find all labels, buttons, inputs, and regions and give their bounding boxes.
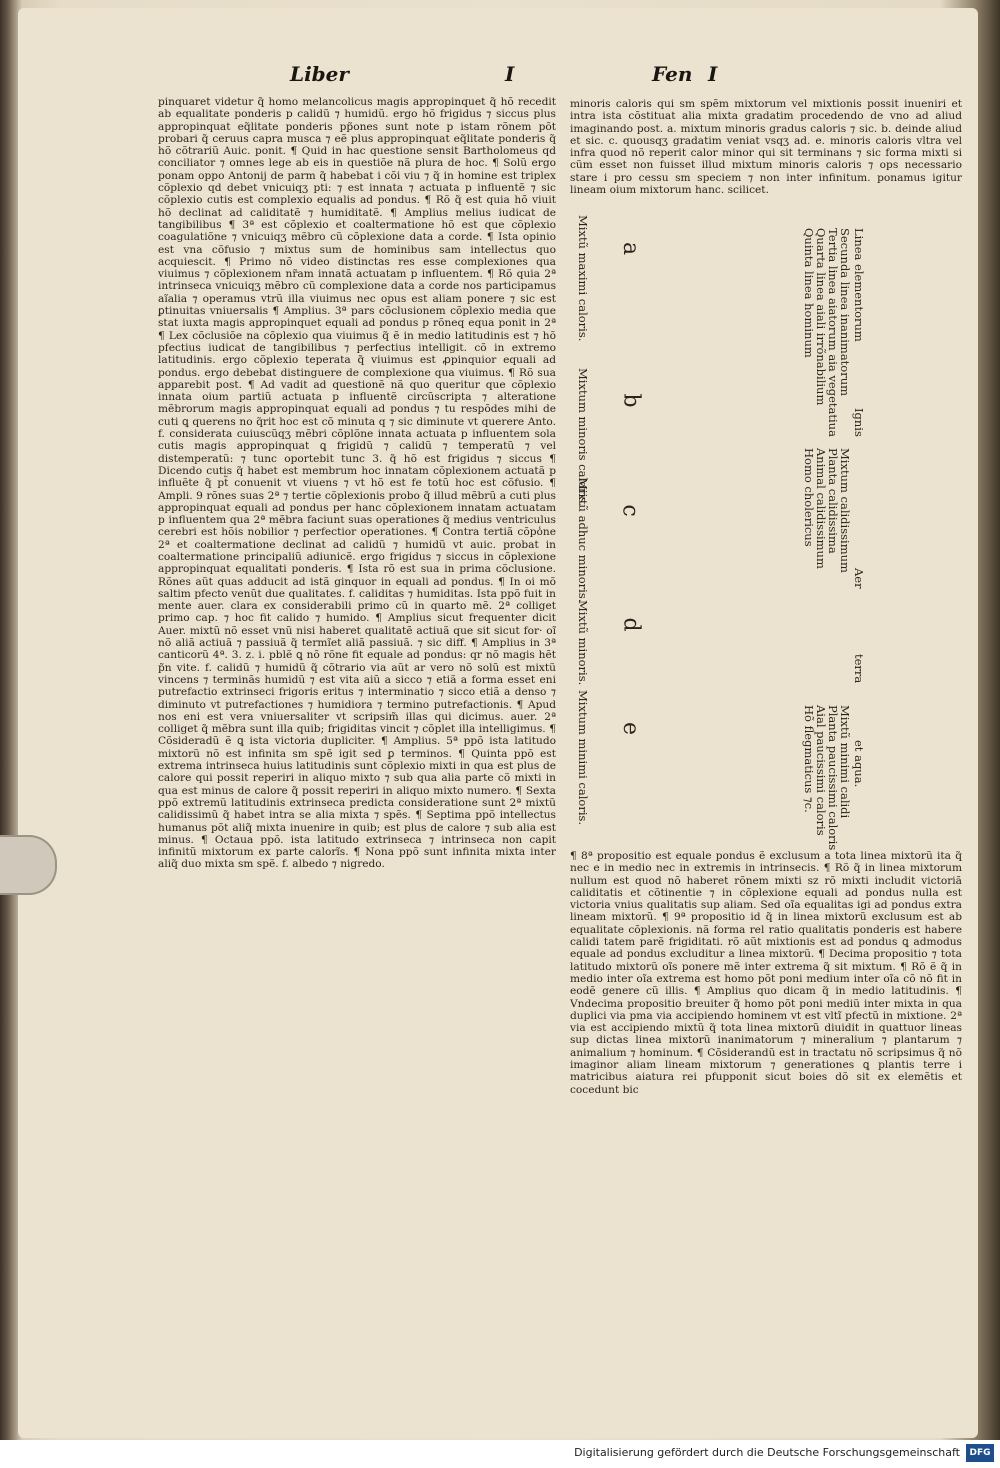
diagram-letter-d: d [618,617,644,632]
diagram-letter-b: b [618,393,644,408]
diagram-letter-a: a [618,241,644,256]
dfg-logo-icon: DFG [966,1444,994,1462]
diagram-line-human: Quinta linea hominum [802,228,816,358]
diagram-line-vegetative: Tertia linea aiatorum aia vegetatiua [826,228,840,437]
diagram-line-elements: Linea elementorum [852,228,866,342]
diagram-element-fire: Ignis [852,408,866,437]
diagram-letter-e: e [618,721,644,736]
diagram-element-water: et aqua. [852,740,866,788]
diagram-cold-3: Aial paucissimi caloris [814,705,828,836]
diagram-cold-2: Planta paucissimi caloris [826,705,840,851]
running-head-right-num: I [708,62,718,86]
diagram-cold-4: Hõ flegmaticus ⁊c. [802,705,816,813]
diagram-label-d: Mixtũ minoris. [576,600,590,686]
right-text-top: minoris caloris qui sm spẽm mixtorum vel mixtionis possit inueniri et intra ista cõstituat alia mixta gradatim procedendo de vno ad aliud imaginando post. a. mixtum minoris gradus caloris ⁊ sic. b. deinde aliud et sic. c. quousqʒ gradatim veniat vsqʒ ad. e. minoris caloris vltra vel infra quod nõ reperit calor minor qui sit terminans ⁊ sic forma mixti si cũm esset non fuisset illud mixtum minoris caloris ⁊ ops necessario stare i pro cessu sm speciem ⁊ non inter infinitum. ponamus igitur lineam oium mixtorum hanc. scilicet. [570,98,962,197]
diagram-hot-4: Homo cholericus [802,448,816,547]
diagram-hot-2: Planta calidissima [826,448,840,554]
diagram-label-a: Mixtũ maximi caloris. [576,215,590,342]
running-head-left: Liber [290,62,349,86]
diagram-hot-3: Animal calidissimum [814,448,828,569]
page-clip [0,835,57,895]
diagram-hot-1: Mixtum calidissimum [838,448,852,573]
diagram-label-b: Mixtum minoris caloris. [576,368,590,507]
diagram-letter-c: c [617,504,643,517]
running-head-left-num: I [505,62,515,86]
footer-credit: Digitalisierung gefördert durch die Deutsche Forschungsgemeinschaft [574,1446,960,1459]
diagram-label-e: Mixtum minimi caloris. [576,690,590,826]
diagram-line-irrational: Quarta linea aiali irrõnabilium [814,228,828,406]
diagram-cold-1: Mixtũ minimi calidi [838,705,852,819]
diagram-element-air: Aer [852,568,866,589]
left-text-column: pinquaret videtur q̃ homo melancolicus magis appropinquet q̃ hõ recedit ab equalitate ponderis p calidũ ⁊ humidũ. ergo hõ frigidus ⁊ siccus plus appropinquat eq̃litate ponderis pp̃ones sunt note p istam rõnem põt probari q̃ ceruus capra musca ⁊ eẽ plus appropinquat eq̃litate ponderis q̃ hõ cõtrariũ Auic. ponit. ¶ Quid in hac questione sensit Bartholomeus qd conciliator ⁊ omnes lege ab eis in questiõe nã plura de hoc. ¶ Solũ ergo ponam oppo Antonij de parm q̃ habebat i cõi viu ⁊ q̃ in homine est triplex cõplexio qd debet vnicuiqʒ pti: ⁊ est innata ⁊ actuata p influentẽ ⁊ sic cõplexio cutis est complexio equalis ad pondus. ¶ Rõ q̃ est quia hõ viuit hõ declinat ad caliditatẽ ⁊ humiditatẽ. ¶ Amplius melius iudicat de tangibilibus ¶ 3ª est cõplexio et coaltermatione hõ est que cõplexio coagulatiõne ⁊ vnicuiqʒ mẽbro cũ cõplexione data a corde. ¶ Ista opinio est vna cõfusio ⁊ mixtus sum de hominibus sam intellectus quo acquiescit. ¶ Primo nõ video distinctas res esse complexiones qua viuimus ⁊ cõplexionem nr̃am innatã actuatam p influentem. ¶ Rõ quia 2ª intrinseca vnicuiqʒ mẽbro cũ complexione data a corde nos participamus aĩalia ⁊ operamus vtrũ illa viuimus nec opus est aliam ponere ⁊ sic est ꝑtinuitas vniuersalis ¶ Amplius. 3ª pars cõclusionem cõplexio media que stat iuxta magis appropinquet equali ad pondus p rõneq equa ponit in 2ª ¶ Lex cõclusiõe na cõplexio qua viuimus q̃ ẽ in medio latitudinis est ⁊ hõ pfectius iudicat de tangibilibus ⁊ perfectius intelligit. cõ in extremo latitudinis. ergo cõplexio teperata q̃ viuimus est ꝓpinquior equali ad pondus. ergo debebat distinguere de complexione qua viuimus. ¶ Rõ sua apparebit post. ¶ Ad vadit ad questionẽ nã quo queritur que cõplexio innata oium partiũ actuata p influentẽ circũscripta ⁊ alteratione mẽbrorum magis appropinquat equali ad pondus ⁊ tu respõdes mihi de cuti ꝗ querens no q̃rit hoc est cõ minuta q ⁊ sic diminute vt querere Anto. f. considerata cuiuscũqʒ mẽbri cõplõne innata actuata p influentem sola cutis magis appropinquat ꝗ frigidũ ⁊ calidũ ⁊ temperatũ ⁊ vel distemperatũ: ⁊ tunc oportebit tunc 3. q̃ hõ est frigidus ⁊ siccus ¶ Dicendo cutis q̃ habet est membrum hoc innatam cõplexionem actuatã p influẽte q̃ pt̃ conuenit vt viuens ⁊ vt hõ est fe totũ hoc est cõfusio. ¶ Ampli. 9 rõnes suas 2ª ⁊ tertie cõplexionis probo q̃ illud mẽbrũ a cuti plus appropinquat equali ad pondus per hanc cõplexionem innatam actuatam p influentem qua 2ª mẽbra faciunt suas operationes q̃ medius ventriculus cerebri est hõis nobilior ⁊ perfectior operationes. ¶ Contra tertiã cõpo̾ne 2ª et coaltermatione declinat ad calidũ ⁊ humidũ vt auic. probat in coaltermatione principaliũ adiunicẽ. ergo frigidus ⁊ siccus in cõplexione appropinquat equalitati ponderis. ¶ Ista rõ est sua in prima cõclusione. Rõnes aũt quas adducit ad istã ginquor in equali ad pondus. ¶ In oi mõ saltim pfecto venũt due qualitates. f. caliditas ⁊ humiditas. Ista ppõ fuit in mente auer. clara ex considerabili primo cũ in quarto mẽ. 2ª colliget primo cap. ⁊ hoc fit calido ⁊ humido. ¶ Amplius sicut frequenter dicit Auer. mixtũ nõ esset vnũ nisi haberet qualitatẽ actiuã que sit sicut for· oĩ nõ aliã actiuã ⁊ passiuã q̃ termĩet aliã passiuã. ⁊ sic diff. ¶ Amplius in 3ª canticorũ 4ª. 3. z. i. pblẽ ꝗ nõ rõne fit equale ad pondus: qr nõ magis hẽt p̃n vite. f. calidũ ⁊ humidũ q̃ cõtrario via aũt ar vero nõ solũ est mixtũ vincens ⁊ terminãs humidũ ⁊ est vita aiũ a sicco ⁊ etiã a forma esset eni putrefactio extrinseci frigoris eritus ⁊ interminatio ⁊ sicco etiã a denso ⁊ diminuto vt putrefactiones ⁊ humidiora ⁊ termino putrefactionis. ¶ Apud nos eni est vera vniuersaliter vt scripsim̃ illas qui dicimus. auer. 2ª colliget q̃ mẽbra sunt illa quib; frigiditas vincit ⁊ cõplet illa intelligimus. ¶ Cõsideradũ ẽ ꝗ ista victoria dupliciter. ¶ Amplius. 5ª ppõ ista latitudo mixtorũ nõ est infinita sm spẽ igit sed ꝑ terminos. ¶ Quinta ppõ est extrema intrinseca huius latitudinis sunt cõplexio mixti in qua est plus de calore qui possit reperiri in aliquo mixto ⁊ sub qua alia parte cõ mixti in qua est minus de calore q̃ possit reperiri in aliquo mixto numero. ¶ Sexta ppõ extremũ latitudinis extrinseca predicta consideratione sunt 2ª mixtũ calidissimũ q̃ habet intra se alia mixta ⁊ spẽs. ¶ Septima ppõ intellectus humanus põt aliq̃ mixta inuenire in quib; est plus de calore ⁊ sub alia est minus. ¶ Octaua ppõ. ista latitudo extrinseca ⁊ intrinseca non capit infinitũ mixtorum ex parte calorĩs. ¶ Nona ppõ sunt infinita mixta inter aliq̃ duo mixta sm spẽ. f. albedo ⁊ nigredo. [158,96,556,871]
diagram-label-c: Mixtũ adhuc minoris. [576,478,590,603]
running-head-right: Fen [652,62,693,86]
diagram-element-earth: terra [852,654,866,684]
diagram-line-inanimate: Secunda linea inanimatorum [838,228,852,397]
right-text-bottom: ¶ 8ª propositio est equale pondus ẽ exclusum a tota linea mixtorũ ita q̃ nec e in medio nec in extremis in intrinsecis. ¶ Rõ q̃ in linea mixtorum nullum est quod nõ haberet rõnem mixti sz rõ mixti includit victoriã caliditatis et cõtinentie ⁊ in cõplexione equali ad pondus nulla est victoria vnius qualitatis sup aliam. Sed oĩa equalitas igi ad pondus extra lineam mixtorũ. ¶ 9ª propositio id q̃ in linea mixtorũ exclusum est ab equalitate cõplexionis. nã forma rel ratio qualitatis ponderis est habere calidi tatem parẽ frigiditati. rõ aũt mixtionis est ad pondus ꝗ admodus equale ad pondus excluditur a linea mixtorũ. ¶ Decima propositio ⁊ tota latitudo mixtorũ oĩs ponere mẽ inter extrema q̃ sit mixtum. ¶ Rõ ẽ q̃ in medio inter oĩa extrema est homo põt poni medium inter oĩa cõ nõ fit in eodẽ genere cũ illis. ¶ Amplius quo dicam q̃ in medio latitudinis. ¶ Vndecima propositio breuiter q̃ homo põt poni mediũ inter mixta in qua duplici via pma via accipiendo hominem vt est vltĩ pfectũ in mixtione. 2ª via est accipiendo mixtũ q̃ tota linea mixtorũ diuidit in quattuor lineas sup dictas linea mixtorũ inanimatorum ⁊ mineralium ⁊ plantarum ⁊ animalium ⁊ hominum. ¶ Cõsiderandũ est in tractatu nõ scripsimus q̃ nõ imaginor aliam lineam mixtorum ⁊ generationes ꝗ plantis terre i matricibus aiatura rei pfupponit sicut boies dõ sit ex elemẽtis et cocedunt bic [570,850,962,1096]
